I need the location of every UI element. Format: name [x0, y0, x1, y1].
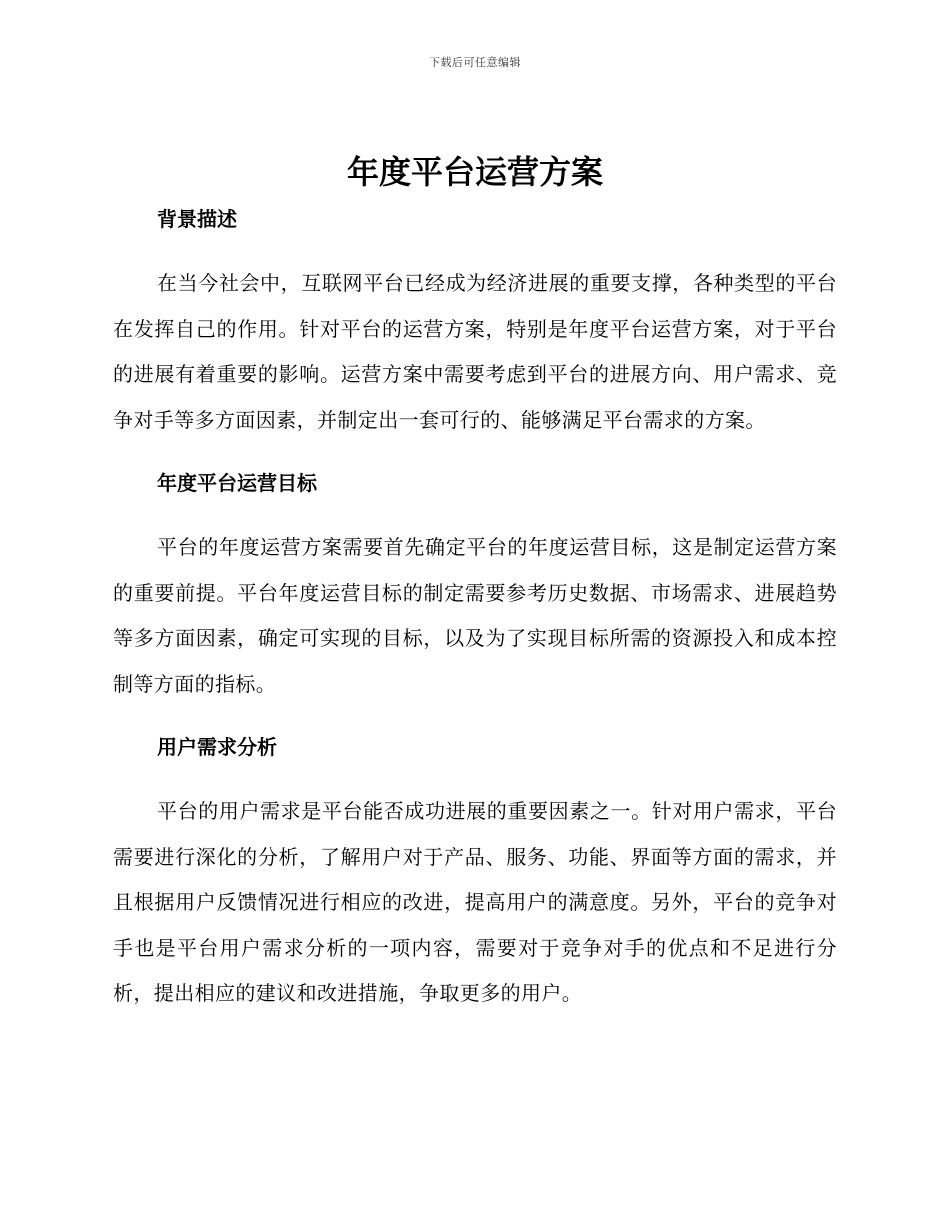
- section-paragraph-user-needs: 平台的用户需求是平台能否成功进展的重要因素之一。针对用户需求，平台需要进行深化的分析，了解用户对于产品、服务、功能、界面等方面的需求，并且根据用户反馈情况进行相应的改进，提高用户的满意度。另外，平台的竞争对手也是平台用户需求分析的一项内容，需要对于竞争对手的优点和不足进行分析，提出相应的建议和改进措施，争取更多的用户。: [113, 799, 837, 1005]
- section-heading-background: 背景描述: [157, 207, 237, 231]
- document-body: [113, 204, 837, 1017]
- header-note: 下载后可任意编辑: [429, 56, 521, 69]
- document-title: 年度平台运营方案: [346, 153, 603, 191]
- section-heading-annual-goals: 年度平台运营目标: [157, 471, 317, 495]
- section-paragraph-background: 在当今社会中，互联网平台已经成为经济进展的重要支撑，各种类型的平台在发挥自己的作用。针对平台的运营方案，特别是年度平台运营方案，对于平台的进展有着重要的影响。运营方案中需要考虑到平台的进展方向、用户需求、竞争对手等多方面因素，并制定出一套可行的、能够满足平台需求的方案。: [113, 271, 837, 432]
- section-paragraph-annual-goals: 平台的年度运营方案需要首先确定平台的年度运营目标，这是制定运营方案的重要前提。平台年度运营目标的制定需要参考历史数据、市场需求、进展趋势等多方面因素，确定可实现的目标，以及为了实现目标所需的资源投入和成本控制等方面的指标。: [113, 535, 837, 696]
- section-heading-user-needs: 用户需求分析: [157, 735, 277, 759]
